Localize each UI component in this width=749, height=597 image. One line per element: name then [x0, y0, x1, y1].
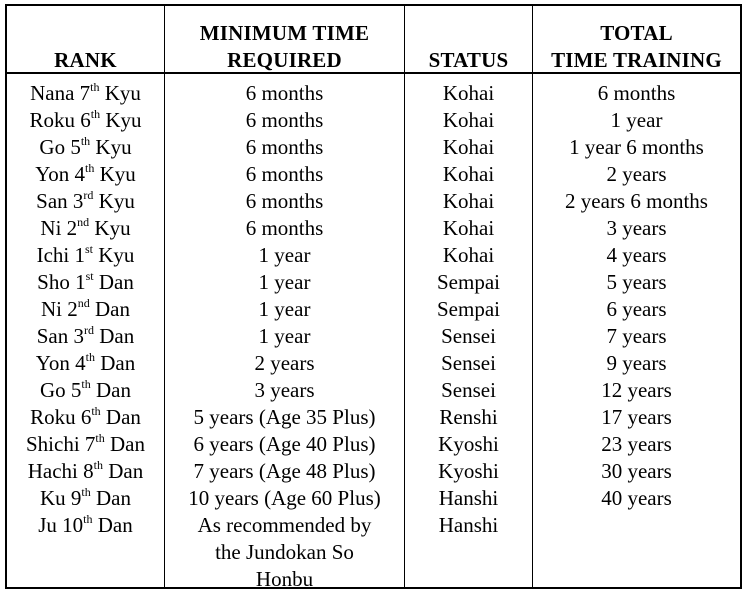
minimum-time-cell: 1 year: [258, 243, 311, 267]
rank-cell: [7, 404, 164, 431]
total-time-cell: 2 years 6 months: [565, 189, 708, 213]
rank-name: Go 5: [39, 378, 82, 402]
rank-cell: [7, 323, 164, 350]
minimum-time-cell: 1 year: [258, 324, 311, 348]
rank-name: San 3: [36, 189, 84, 213]
minimum-time-line: Honbu: [255, 567, 314, 591]
minimum-time-line: As recommended by: [197, 513, 372, 537]
rank-cell: [7, 134, 164, 161]
status-column: [405, 80, 532, 539]
minimum-time-cell: [165, 512, 404, 593]
minimum-time-cell: 6 months: [245, 81, 324, 105]
minimum-time-column: [165, 80, 404, 593]
minimum-time-cell: 6 months: [245, 189, 324, 213]
status-cell: Kohai: [442, 81, 495, 105]
rank-level: Kyu: [100, 108, 142, 132]
rank-name: Sho 1: [37, 270, 86, 294]
status-cell: Sempai: [437, 270, 500, 294]
rank-name: Hachi 8: [27, 459, 94, 483]
total-time-cell: 23 years: [601, 432, 672, 456]
rank-cell: [7, 107, 164, 134]
status-cell: Kohai: [442, 243, 495, 267]
rank-ordinal-suffix: th: [81, 485, 91, 499]
status-cell: Kohai: [442, 162, 495, 186]
minimum-time-cell: 1 year: [258, 297, 311, 321]
rank-level: Kyu: [94, 162, 136, 186]
total-time-cell: 3 years: [606, 216, 667, 240]
status-cell: Renshi: [439, 405, 498, 429]
rank-name: Yon 4: [35, 351, 86, 375]
total-time-cell: 30 years: [601, 459, 672, 483]
status-cell: Hanshi: [438, 513, 499, 537]
status-cell: Kohai: [442, 216, 495, 240]
minimum-time-cell: 6 years (Age 40 Plus): [193, 432, 376, 456]
status-cell: Sensei: [441, 324, 496, 348]
header-total-time: TOTAL TIME TRAINING: [551, 21, 722, 72]
total-time-cell: 5 years: [606, 270, 667, 294]
total-time-cell: 7 years: [606, 324, 667, 348]
rank-level: Dan: [100, 405, 141, 429]
rank-cell: [7, 431, 164, 458]
rank-name: Go 5: [39, 135, 81, 159]
minimum-time-cell: 2 years: [254, 351, 315, 375]
rank-name: San 3: [36, 324, 84, 348]
rank-level: Kyu: [99, 81, 141, 105]
rank-level: Dan: [94, 351, 136, 375]
status-cell: Kohai: [442, 108, 495, 132]
rank-name: Ichi 1: [36, 243, 85, 267]
rank-ordinal-suffix: nd: [77, 215, 90, 229]
rank-ordinal-suffix: rd: [84, 323, 94, 337]
rank-level: Dan: [90, 486, 131, 510]
rank-ordinal-suffix: th: [90, 80, 100, 94]
rank-level: Dan: [93, 270, 134, 294]
rank-ordinal-suffix: th: [85, 161, 95, 175]
rank-ordinal-suffix: th: [90, 107, 101, 121]
status-cell: Kyoshi: [438, 459, 499, 483]
status-cell: Kohai: [442, 135, 495, 159]
rank-level: Dan: [92, 513, 133, 537]
total-time-cell: 17 years: [601, 405, 672, 429]
rank-cell: [7, 161, 164, 188]
rank-cell: [7, 269, 164, 296]
rank-ordinal-suffix: th: [80, 134, 91, 148]
status-cell: Sempai: [437, 297, 500, 321]
total-time-cell: [533, 512, 740, 539]
rank-cell: [7, 350, 164, 377]
total-time-column: [533, 80, 740, 539]
total-time-cell: 2 years: [606, 162, 667, 186]
rank-cell: [7, 80, 164, 107]
header-rank: RANK: [54, 48, 117, 72]
rank-ordinal-suffix: th: [95, 431, 105, 445]
status-cell: Sensei: [441, 378, 496, 402]
rank-level: Kyu: [93, 189, 135, 213]
total-time-cell: 6 years: [606, 297, 667, 321]
rank-name: Yon 4: [35, 162, 86, 186]
total-time-cell: 40 years: [601, 486, 672, 510]
header-minimum-time: MINIMUM TIME REQUIRED: [199, 21, 370, 72]
rank-level: Dan: [89, 297, 130, 321]
rank-name: Ni 2: [40, 216, 78, 240]
total-time-cell: 1 year: [610, 108, 663, 132]
rank-cell: [7, 512, 164, 539]
total-time-cell: 12 years: [601, 378, 672, 402]
status-cell: Kyoshi: [438, 432, 499, 456]
rank-table: [5, 4, 742, 589]
total-time-cell: 1 year 6 months: [569, 135, 704, 159]
total-time-cell: 9 years: [606, 351, 667, 375]
minimum-time-cell: 6 months: [245, 135, 324, 159]
rank-level: Dan: [90, 378, 131, 402]
rank-name: Shichi 7: [25, 432, 96, 456]
total-time-cell: 6 months: [597, 81, 676, 105]
rank-ordinal-suffix: th: [83, 512, 93, 526]
rank-name: Ju 10: [38, 513, 84, 537]
rank-level: Kyu: [89, 216, 131, 240]
rank-cell: [7, 188, 164, 215]
minimum-time-cell: 3 years: [254, 378, 315, 402]
rank-name: Ni 2: [41, 297, 78, 321]
rank-ordinal-suffix: th: [85, 350, 95, 364]
rank-ordinal-suffix: st: [84, 242, 93, 256]
rank-level: Kyu: [93, 243, 135, 267]
rank-cell: [7, 215, 164, 242]
rank-cell: [7, 377, 164, 404]
rank-ordinal-suffix: th: [93, 458, 103, 472]
rank-cell: [7, 296, 164, 323]
minimum-time-cell: 7 years (Age 48 Plus): [193, 459, 376, 483]
rank-name: Roku 6: [30, 405, 92, 429]
status-cell: Kohai: [442, 189, 495, 213]
minimum-time-cell: 6 months: [245, 216, 324, 240]
minimum-time-cell: 1 year: [258, 270, 311, 294]
rank-level: Kyu: [90, 135, 132, 159]
minimum-time-line: the Jundokan So: [215, 540, 354, 564]
rank-ordinal-suffix: nd: [77, 296, 90, 310]
rank-column: [7, 80, 164, 539]
minimum-time-cell: 6 months: [245, 108, 324, 132]
rank-cell: [7, 485, 164, 512]
minimum-time-cell: 10 years (Age 60 Plus): [188, 486, 381, 510]
header-status: STATUS: [428, 48, 509, 72]
rank-cell: [7, 458, 164, 485]
rank-ordinal-suffix: st: [85, 269, 94, 283]
minimum-time-cell: 5 years (Age 35 Plus): [193, 405, 376, 429]
rank-name: Nana 7: [30, 81, 91, 105]
rank-name: Ku 9: [39, 486, 82, 510]
rank-level: Dan: [104, 432, 145, 456]
rank-cell: [7, 242, 164, 269]
rank-level: Dan: [103, 459, 144, 483]
minimum-time-cell: 6 months: [245, 162, 324, 186]
total-time-cell: 4 years: [606, 243, 667, 267]
rank-name: Roku 6: [29, 108, 91, 132]
rank-level: Dan: [94, 324, 135, 348]
rank-ordinal-suffix: th: [81, 377, 91, 391]
status-cell: Hanshi: [438, 486, 499, 510]
rank-ordinal-suffix: th: [91, 404, 101, 418]
status-cell: Sensei: [441, 351, 496, 375]
rank-ordinal-suffix: rd: [83, 188, 94, 202]
